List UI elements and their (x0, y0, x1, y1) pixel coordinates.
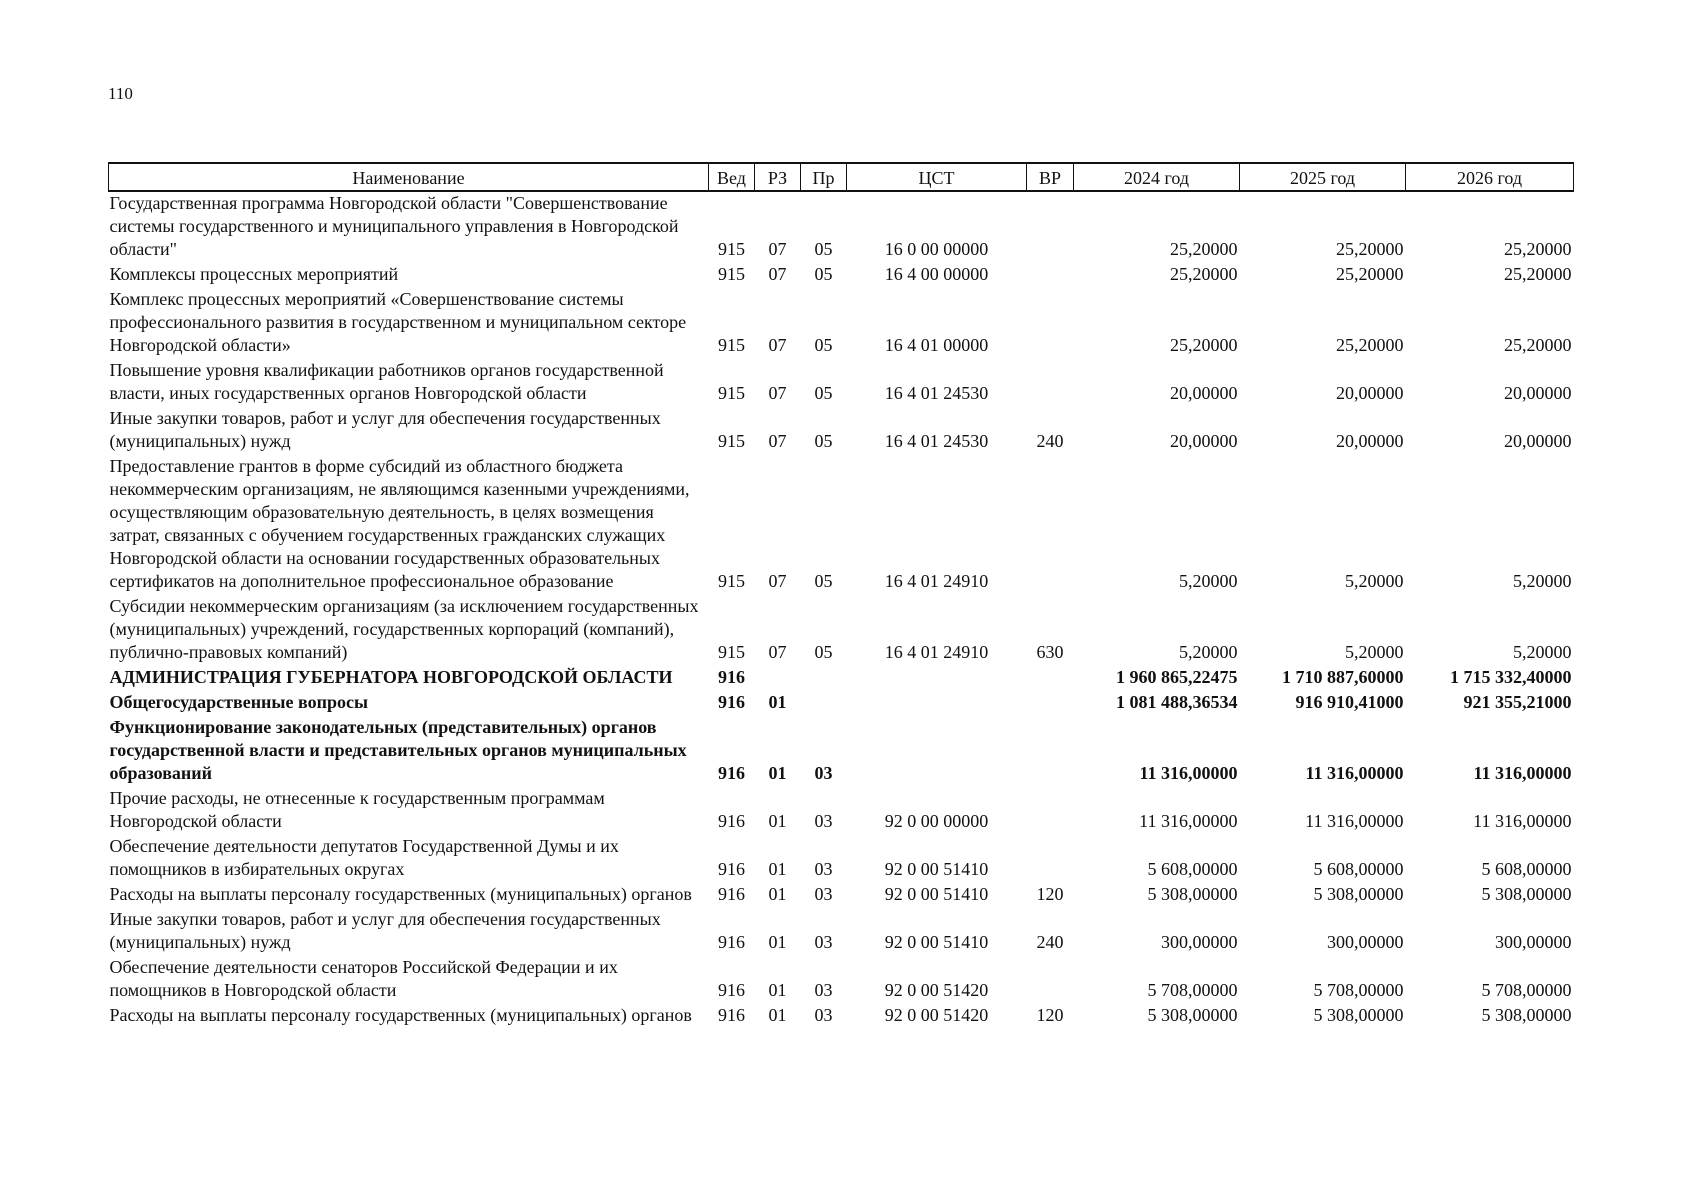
table-row (109, 407, 1574, 455)
cell-cst (847, 666, 1027, 691)
cell-cst: 16 4 01 24530 (884, 383, 989, 403)
cell-2025: 25,20000 (1336, 264, 1404, 284)
cell-rz: 01 (768, 884, 787, 904)
table-row (109, 883, 1574, 908)
table-row (109, 956, 1574, 1004)
cell-vr (1027, 691, 1074, 716)
cell-pr: 03 (814, 932, 833, 952)
cell-2025: 5,20000 (1345, 642, 1404, 662)
cell-2025: 916 910,41000 (1295, 692, 1404, 712)
cell-pr: 03 (814, 980, 833, 1000)
table-row (109, 359, 1574, 407)
cell-rz: 07 (768, 264, 787, 284)
cell-2026: 5 708,00000 (1481, 980, 1572, 1000)
cell-2025: 20,00000 (1336, 431, 1404, 451)
cell-name: Предоставление грантов в форме субсидий из областного бюджета некоммерческим организациям, не являющимся казенными учреждениями, осуществляющим образовательную деятельность, в целях возмещения затрат, связанных с обучением государственных гражданских служащих Новгородской области на основании государственных образовательных сертификатов на дополнительное профессиональное образование (109, 456, 690, 591)
table-row (109, 595, 1574, 666)
cell-pr: 03 (814, 884, 833, 904)
table-row (109, 1004, 1574, 1029)
cell-ved: 915 (718, 431, 745, 451)
cell-cst: 92 0 00 51410 (884, 932, 989, 952)
cell-2024: 25,20000 (1170, 239, 1238, 259)
cell-rz: 07 (768, 383, 787, 403)
cell-rz: 07 (768, 571, 787, 591)
cell-2025: 5 308,00000 (1313, 1005, 1404, 1025)
cell-vr: 240 (1036, 431, 1064, 451)
cell-2024: 20,00000 (1170, 383, 1238, 403)
cell-vr: 630 (1036, 642, 1064, 662)
cell-vr (1027, 956, 1074, 1004)
cell-2024: 1 081 488,36534 (1116, 692, 1238, 712)
table-row (109, 455, 1574, 595)
cell-cst: 16 4 01 24530 (884, 431, 989, 451)
cell-ved: 916 (718, 932, 745, 952)
cell-ved: 915 (718, 571, 745, 591)
cell-name: Расходы на выплаты персоналу государственных (муниципальных) органов (109, 1005, 692, 1025)
page-number: 110 (108, 84, 133, 103)
cell-vr (1027, 359, 1074, 407)
cell-vr: 240 (1036, 932, 1064, 952)
cell-2025: 5 308,00000 (1313, 884, 1404, 904)
budget-table (108, 162, 1574, 1029)
table-row (109, 263, 1574, 288)
cell-2024: 300,00000 (1161, 932, 1238, 952)
header-ved: Вед (709, 163, 755, 191)
table-row (109, 908, 1574, 956)
cell-2025: 11 316,00000 (1305, 763, 1404, 783)
header-pr: Пр (801, 163, 847, 191)
cell-cst: 16 4 01 24910 (884, 571, 989, 591)
cell-name: Иные закупки товаров, работ и услуг для обеспечения государственных (муниципальных) нужд (109, 408, 661, 451)
cell-cst: 92 0 00 51420 (884, 1005, 989, 1025)
cell-rz: 01 (768, 763, 787, 783)
cell-ved: 915 (718, 264, 745, 284)
cell-2025: 1 710 887,60000 (1282, 667, 1404, 687)
cell-pr: 05 (814, 264, 833, 284)
cell-vr (1027, 666, 1074, 691)
cell-2026: 5 308,00000 (1481, 1005, 1572, 1025)
cell-vr: 120 (1036, 884, 1064, 904)
cell-name: Функционирование законодательных (представительных) органов государственной власти и представительных органов муниципальных образований (109, 717, 687, 783)
cell-ved: 915 (718, 335, 745, 355)
cell-2024: 5,20000 (1179, 571, 1238, 591)
cell-ved: 916 (718, 763, 745, 783)
cell-pr: 05 (814, 571, 833, 591)
cell-ved: 916 (718, 811, 745, 831)
cell-2025: 11 316,00000 (1305, 811, 1404, 831)
cell-pr: 05 (814, 383, 833, 403)
cell-rz (755, 666, 801, 691)
cell-rz: 01 (768, 692, 787, 712)
table-row (109, 787, 1574, 835)
cell-2025: 300,00000 (1327, 932, 1404, 952)
cell-rz: 01 (768, 1005, 787, 1025)
cell-ved: 916 (718, 859, 745, 879)
cell-2026: 11 316,00000 (1473, 811, 1572, 831)
cell-rz: 01 (768, 811, 787, 831)
table-row (109, 835, 1574, 883)
cell-name: Повышение уровня квалификации работников органов государственной власти, иных государственных органов Новгородской области (109, 360, 664, 403)
cell-name: Комплексы процессных мероприятий (109, 264, 399, 284)
table-row (109, 691, 1574, 716)
cell-2025: 25,20000 (1336, 239, 1404, 259)
table-row (109, 191, 1574, 263)
table-row (109, 666, 1574, 691)
cell-2025: 20,00000 (1336, 383, 1404, 403)
cell-2024: 25,20000 (1170, 335, 1238, 355)
cell-cst: 92 0 00 51410 (884, 884, 989, 904)
cell-cst: 16 4 00 00000 (884, 264, 989, 284)
cell-name: Расходы на выплаты персоналу государственных (муниципальных) органов (109, 884, 692, 904)
cell-pr: 03 (814, 763, 833, 783)
cell-2024: 11 316,00000 (1139, 763, 1238, 783)
cell-rz: 07 (768, 431, 787, 451)
cell-2026: 5,20000 (1513, 642, 1572, 662)
cell-2026: 25,20000 (1504, 335, 1572, 355)
cell-vr (1027, 716, 1074, 787)
cell-rz: 07 (768, 335, 787, 355)
cell-vr (1027, 787, 1074, 835)
cell-pr: 05 (814, 431, 833, 451)
cell-name: Общегосударственные вопросы (109, 692, 368, 712)
cell-vr (1027, 288, 1074, 359)
cell-cst: 16 0 00 00000 (884, 239, 989, 259)
cell-2025: 25,20000 (1336, 335, 1404, 355)
cell-name: Обеспечение деятельности сенаторов Российской Федерации и их помощников в Новгородской области (109, 957, 618, 1000)
cell-rz: 07 (768, 642, 787, 662)
cell-ved: 915 (718, 383, 745, 403)
cell-ved: 916 (718, 884, 745, 904)
cell-ved: 915 (718, 239, 745, 259)
cell-name: Государственная программа Новгородской области "Совершенствование системы государственного и муниципального управления в Новгородской области" (109, 193, 679, 259)
cell-name: АДМИНИСТРАЦИЯ ГУБЕРНАТОРА НОВГОРОДСКОЙ ОБЛАСТИ (109, 667, 673, 687)
cell-2024: 20,00000 (1170, 431, 1238, 451)
cell-cst (847, 691, 1027, 716)
cell-2026: 921 355,21000 (1463, 692, 1572, 712)
header-rz: РЗ (755, 163, 801, 191)
cell-2026: 1 715 332,40000 (1450, 667, 1572, 687)
cell-name: Обеспечение деятельности депутатов Государственной Думы и их помощников в избирательных округах (109, 836, 619, 879)
cell-name: Субсидии некоммерческим организациям (за исключением государственных (муниципальных) учреждений, государственных корпораций (компаний), публично-правовых компаний) (109, 596, 699, 662)
cell-rz: 01 (768, 932, 787, 952)
cell-cst: 16 4 01 24910 (884, 642, 989, 662)
cell-2026: 25,20000 (1504, 264, 1572, 284)
cell-pr (801, 691, 847, 716)
cell-pr: 03 (814, 811, 833, 831)
cell-2026: 25,20000 (1504, 239, 1572, 259)
cell-2026: 11 316,00000 (1473, 763, 1572, 783)
cell-2024: 11 316,00000 (1139, 811, 1238, 831)
cell-cst: 92 0 00 00000 (884, 811, 989, 831)
cell-name: Прочие расходы, не отнесенные к государственным программам Новгородской области (109, 788, 605, 831)
cell-pr: 05 (814, 642, 833, 662)
cell-2025: 5 708,00000 (1313, 980, 1404, 1000)
cell-cst: 92 0 00 51420 (884, 980, 989, 1000)
cell-2025: 5,20000 (1345, 571, 1404, 591)
cell-name: Комплекс процессных мероприятий «Совершенствование системы профессионального развития в государственном и муниципальном секторе Новгородской области» (109, 289, 687, 355)
table-row (109, 716, 1574, 787)
cell-2024: 5 708,00000 (1147, 980, 1238, 1000)
cell-2024: 5 308,00000 (1147, 1005, 1238, 1025)
header-2024: 2024 год (1074, 163, 1240, 191)
cell-2024: 5 608,00000 (1147, 859, 1238, 879)
header-2026: 2026 год (1406, 163, 1574, 191)
table-body (109, 191, 1574, 1029)
cell-vr (1027, 455, 1074, 595)
cell-2024: 5 308,00000 (1147, 884, 1238, 904)
cell-pr: 05 (814, 239, 833, 259)
cell-2024: 5,20000 (1179, 642, 1238, 662)
cell-ved: 915 (718, 642, 745, 662)
cell-name: Иные закупки товаров, работ и услуг для обеспечения государственных (муниципальных) нужд (109, 909, 661, 952)
cell-vr (1027, 835, 1074, 883)
cell-2026: 5 308,00000 (1481, 884, 1572, 904)
cell-2026: 5,20000 (1513, 571, 1572, 591)
cell-pr (801, 666, 847, 691)
cell-rz: 07 (768, 239, 787, 259)
table-header (109, 163, 1574, 191)
cell-pr: 03 (814, 859, 833, 879)
cell-2026: 20,00000 (1504, 383, 1572, 403)
cell-cst: 92 0 00 51410 (884, 859, 989, 879)
cell-ved: 916 (718, 692, 745, 712)
cell-ved: 916 (718, 1005, 745, 1025)
cell-2024: 1 960 865,22475 (1116, 667, 1238, 687)
cell-pr: 05 (814, 335, 833, 355)
cell-rz: 01 (768, 859, 787, 879)
cell-2026: 20,00000 (1504, 431, 1572, 451)
cell-ved: 916 (718, 667, 745, 687)
cell-rz: 01 (768, 980, 787, 1000)
cell-vr (1027, 263, 1074, 288)
cell-2024: 25,20000 (1170, 264, 1238, 284)
cell-2025: 5 608,00000 (1313, 859, 1404, 879)
header-vr: ВР (1027, 163, 1074, 191)
cell-2026: 300,00000 (1495, 932, 1572, 952)
cell-pr: 03 (814, 1005, 833, 1025)
table-row (109, 288, 1574, 359)
header-2025: 2025 год (1240, 163, 1406, 191)
cell-vr: 120 (1036, 1005, 1064, 1025)
cell-cst (847, 716, 1027, 787)
cell-ved: 916 (718, 980, 745, 1000)
cell-2026: 5 608,00000 (1481, 859, 1572, 879)
header-name: Наименование (109, 163, 709, 191)
cell-vr (1027, 191, 1074, 263)
cell-cst: 16 4 01 00000 (884, 335, 989, 355)
header-cst: ЦСТ (847, 163, 1027, 191)
